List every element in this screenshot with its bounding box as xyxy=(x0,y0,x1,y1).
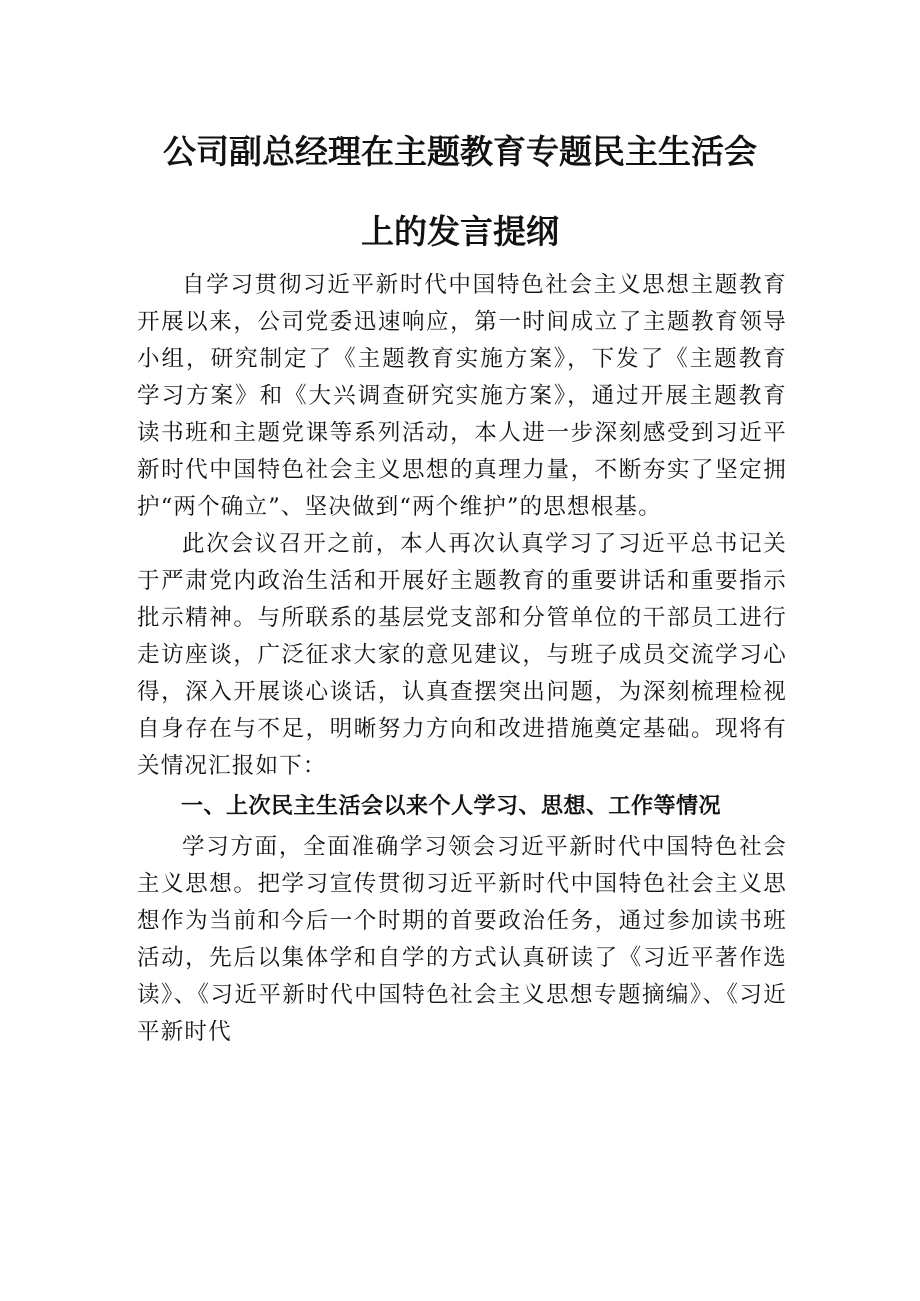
section-heading-1: 一、上次民主生活会以来个人学习、思想、工作等情况 xyxy=(181,794,722,819)
document-body xyxy=(137,267,787,1051)
document-title-line-2: 上的发言提纲 xyxy=(361,212,559,251)
document-title-line-1: 公司副总经理在主题教育专题民主生活会 xyxy=(163,132,757,171)
paragraph-preparation: 此次会议召开之前，本人再次认真学习了习近平总书记关于严肃党内政治生活和开展好主题教育的重要讲话和重要指示批示精神。与所联系的基层党支部和分管单位的干部员工进行走访座谈，广泛征求大家的意见建议，与班子成员交流学习心得，深入开展谈心谈话，认真查摆突出问题，为深刻梳理检视自身存在与不足，明晰努力方向和改进措施奠定基础。现将有关情况汇报如下： xyxy=(137,531,787,779)
paragraph-study: 学习方面，全面准确学习领会习近平新时代中国特色社会主义思想。把学习宣传贯彻习近平新时代中国特色社会主义思想作为当前和今后一个时期的首要政治任务，通过参加读书班活动，先后以集体学和自学的方式认真研读了《习近平著作选读》、《习近平新时代中国特色社会主义思想专题摘编》、《习近平新时代 xyxy=(137,834,787,1045)
paragraph-intro: 自学习贯彻习近平新时代中国特色社会主义思想主题教育开展以来，公司党委迅速响应，第一时间成立了主题教育领导小组，研究制定了《主题教育实施方案》，下发了《主题教育学习方案》和《大兴调查研究实施方案》，通过开展主题教育读书班和主题党课等系列活动，本人进一步深刻感受到习近平新时代中国特色社会主义思想的真理力量，不断夯实了坚定拥护“两个确立”、坚决做到“两个维护”的思想根基。 xyxy=(137,272,787,520)
